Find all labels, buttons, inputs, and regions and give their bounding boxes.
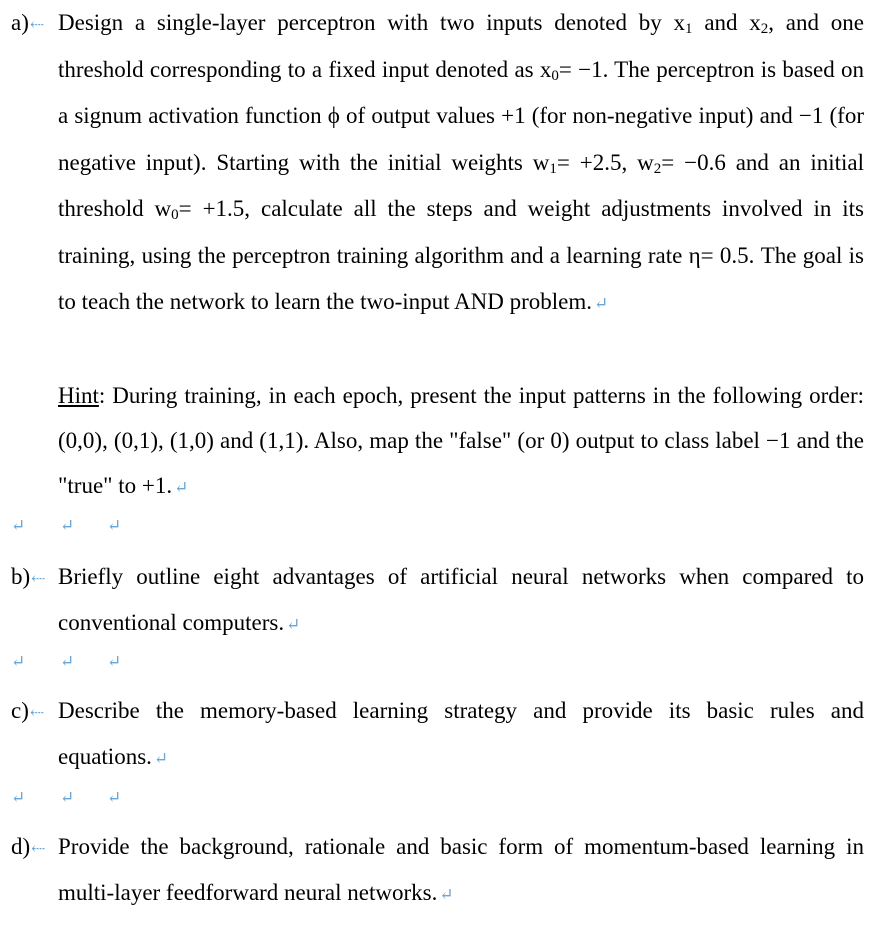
var-w0: w [154, 196, 172, 221]
text: Describe the memory-based learning strategy and provide its basic rules and equations. [58, 698, 864, 769]
left-arrow-icon: ⇠ [31, 569, 46, 588]
label-text: d) [11, 834, 31, 859]
question-b-body [58, 554, 864, 648]
paragraph-mark-icon: ↵ [439, 885, 454, 904]
var-x2: x [749, 10, 761, 35]
label-text: b) [11, 564, 31, 589]
paragraph-mark-icon: ↵ [174, 478, 189, 497]
blank-paragraph-row [0, 788, 892, 818]
question-a-body [58, 0, 864, 328]
question-d-label [11, 824, 45, 872]
hint-text: : During training, in each epoch, present the input patterns in the following order: (0,0), (0,1), (1,0) and (1,1). Also, map the "false" (or 0) output to class label −1 and the "true" to +1. [58, 383, 864, 498]
paragraph-mark-icon: ↵ [286, 615, 301, 634]
blank-paragraph-row [0, 516, 892, 546]
text: = −1. The perceptron is based on a signum activation function ϕ of output values +1 (for non-negative input) and −1 (for negative input). Starting with the initial weights [58, 56, 865, 175]
paragraph-mark-icon: ↵ [107, 516, 122, 535]
paragraph-mark-icon: ↵ [11, 652, 26, 671]
paragraph-mark-icon: ↵ [11, 788, 26, 807]
sub: 1 [685, 21, 693, 37]
paragraph-mark-icon: ↵ [60, 516, 75, 535]
text: and [704, 10, 738, 35]
text: = +2.5, [556, 149, 628, 175]
question-c-body [58, 688, 864, 782]
hint-label: Hint [58, 383, 99, 408]
text: one threshold corresponding to a fixed input denoted as [58, 10, 865, 82]
var-x0: x [539, 56, 552, 82]
text: , and [768, 10, 820, 35]
paragraph-mark-icon: ↵ [593, 294, 609, 313]
sub: 1 [549, 160, 557, 177]
sub: 2 [653, 160, 662, 177]
sub: 0 [171, 207, 179, 223]
text: Provide the background, rationale and basic form of momentum-based learning in multi-layer feedforward neural networks. [58, 834, 864, 905]
sub: 2 [760, 21, 769, 37]
paragraph-mark-icon: ↵ [153, 749, 169, 768]
blank-paragraph-row [0, 652, 892, 682]
paragraph-mark-icon: ↵ [60, 788, 75, 807]
paragraph-mark-icon: ↵ [107, 788, 122, 807]
label-text: c) [11, 698, 29, 723]
text: = −0.6 and an initial threshold [58, 149, 865, 221]
question-a-label [11, 0, 44, 48]
paragraph-mark-icon: ↵ [11, 516, 26, 535]
question-d-body [58, 824, 864, 918]
label-text: a) [11, 10, 29, 35]
sub: 0 [551, 67, 559, 84]
left-arrow-icon: ⇠ [29, 15, 45, 34]
var-w1: w [532, 149, 550, 175]
left-arrow-icon: ⇠ [31, 839, 46, 858]
paragraph-mark-icon: ↵ [107, 652, 122, 671]
left-arrow-icon: ⇠ [29, 703, 45, 722]
var-x1: x [673, 10, 686, 35]
text: = +1.5, calculate all the steps and weight adjustments involved in its training, using the perceptron training algorithm and a learning rate η= 0.5. The goal is to teach the network to learn the two-input AND problem. [58, 196, 864, 314]
text: Briefly outline eight advantages of artificial neural networks when compared to conventional computers. [58, 564, 864, 635]
var-w2: w [637, 149, 654, 175]
question-c-label [11, 688, 44, 736]
paragraph-mark-icon: ↵ [60, 652, 75, 671]
text: Design a single-layer perceptron with two inputs denoted by [58, 10, 662, 35]
question-b-label [11, 554, 45, 602]
question-a-hint [58, 373, 864, 510]
